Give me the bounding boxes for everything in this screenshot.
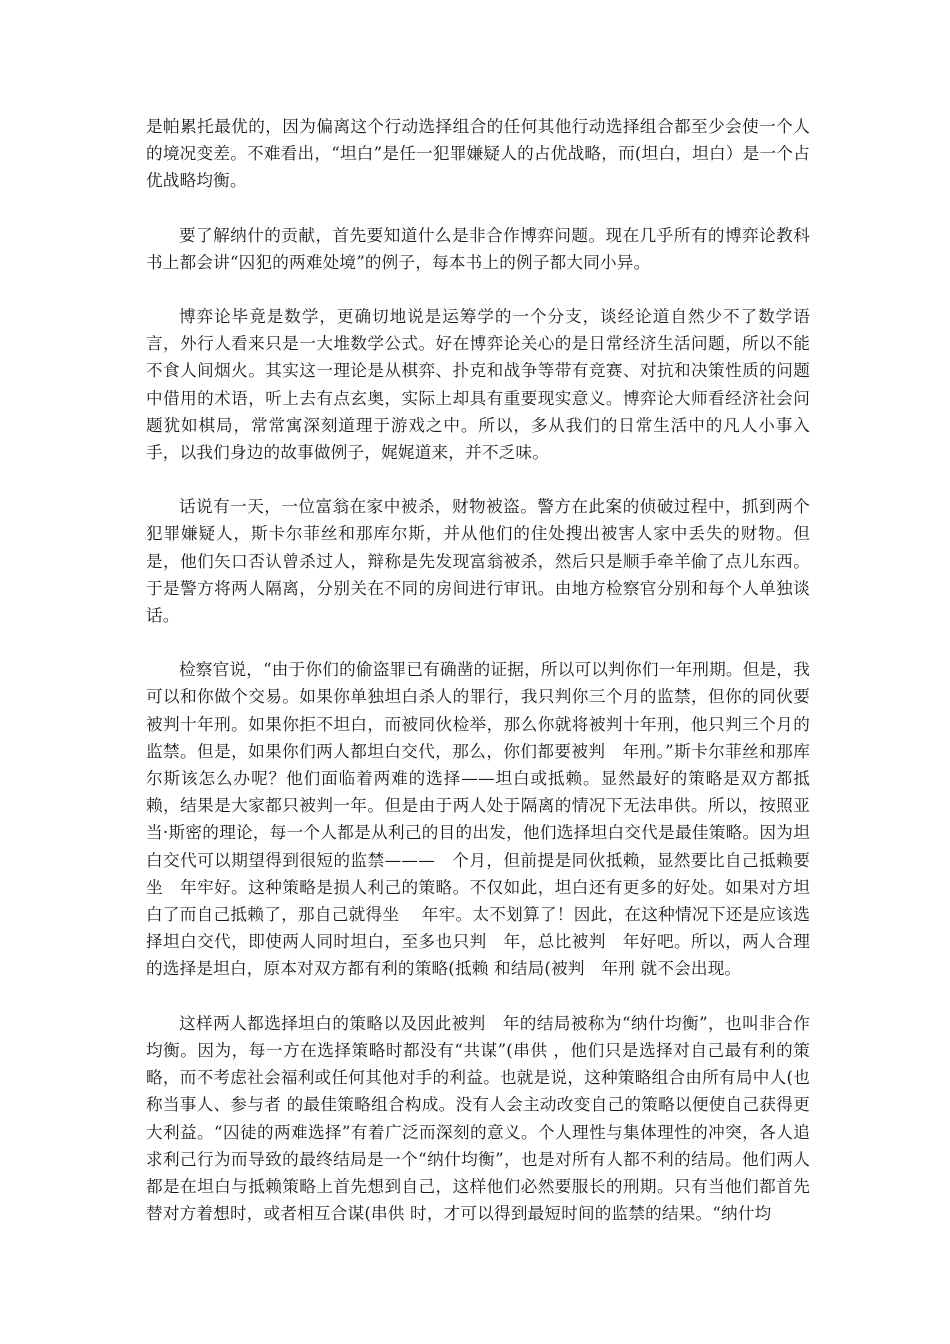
paragraph-story-intro: 话说有一天，一位富翁在家中被杀，财物被盗。警方在此案的侦破过程中，抓到两个犯罪嫌疑人，斯卡尔菲丝和那库尔斯，并从他们的住处搜出被害人家中丢失的财物。但是，他们矢口否认曾杀过人，辩称是先发现富翁被杀，然后只是顺手牵羊偷了点儿东西。于是警方将两人隔离，分别关在不同的房间进行审讯。由地方检察官分别和每个人单独谈话。 bbox=[146, 497, 810, 626]
document-body bbox=[146, 113, 810, 1254]
paragraph-nash-contribution: 要了解纳什的贡献，首先要知道什么是非合作博弈问题。现在几乎所有的博弈论教科书上都会讲“囚犯的两难处境”的例子，每本书上的例子都大同小异。 bbox=[146, 225, 810, 272]
paragraph-prosecutor-offer: 检察官说，“由于你们的偷盗罪已有确凿的证据，所以可以判你们一年刑期。但是，我可以和你做个交易。如果你单独坦白杀人的罪行，我只判你三个月的监禁，但你的同伙要被判十年刑。如果你拒不坦白，而被同伙检举，那么你就将被判十年刑，他只判三个月的监禁。但是，如果你们两人都坦白交代，那么，你们都要被判 年刑。”斯卡尔菲丝和那库尔斯该怎么办呢？他们面临着两难的选择——坦白或抵赖。显然最好的策略是双方都抵赖，结果是大家都只被判一年。但是由于两人处于隔离的情况下无法串供。所以，按照亚当·斯密的理论，每一个人都是从利己的目的出发，他们选择坦白交代是最佳策略。因为坦白交代可以期望得到很短的监禁——— 个月，但前提是同伙抵赖，显然要比自己抵赖要坐 年牢好。这种策略是损人利己的策略。不仅如此，坦白还有更多的好处。如果对方坦白了而自己抵赖了，那自己就得坐 年牢。太不划算了！因此，在这种情况下还是应该选择坦白交代，即使两人同时坦白，至多也只判 年，总比被判 年好吧。所以，两人合理的选择是坦白，原本对双方都有利的策略(抵赖 和结局(被判 年刑 就不会出现。 bbox=[146, 660, 810, 979]
paragraph-pareto-continuation: 是帕累托最优的，因为偏离这个行动选择组合的任何其他行动选择组合都至少会使一个人的境况变差。不难看出，“坦白”是任一犯罪嫌疑人的占优战略，而(坦白，坦白）是一个占优战略均衡。 bbox=[146, 117, 810, 191]
paragraph-game-theory-math: 博弈论毕竟是数学，更确切地说是运筹学的一个分支，谈经论道自然少不了数学语言，外行人看来只是一大堆数学公式。好在博弈论关心的是日常经济生活问题，所以不能不食人间烟火。其实这一理论是从棋弈、扑克和战争等带有竞赛、对抗和决策性质的问题中借用的术语，听上去有点玄奥，实际上却具有重要现实意义。博弈论大师看经济社会问题犹如棋局，常常寓深刻道理于游戏之中。所以，多从我们的日常生活中的凡人小事入手，以我们身边的故事做例子，娓娓道来，并不乏味。 bbox=[146, 307, 810, 463]
paragraph-nash-equilibrium: 这样两人都选择坦白的策略以及因此被判 年的结局被称为“纳什均衡”，也叫非合作均衡。因为，每一方在选择策略时都没有“共谋”(串供 ，他们只是选择对自己最有利的策略，而不考虑社会福利或任何其他对手的利益。也就是说，这种策略组合由所有局中人(也称当事人、参与者 的最佳策略组合构成。没有人会主动改变自己的策略以便使自己获得更大利益。“囚徒的两难选择”有着广泛而深刻的意义。个人理性与集体理性的冲突，各人追求利己行为而导致的最终结局是一个“纳什均衡”，也是对所有人都不利的结局。他们两人都是在坦白与抵赖策略上首先想到自己，这样他们必然要服长的刑期。只有当他们都首先替对方着想时，或者相互合谋(串供 时，才可以得到最短时间的监禁的结果。“纳什均 bbox=[146, 1013, 810, 1224]
